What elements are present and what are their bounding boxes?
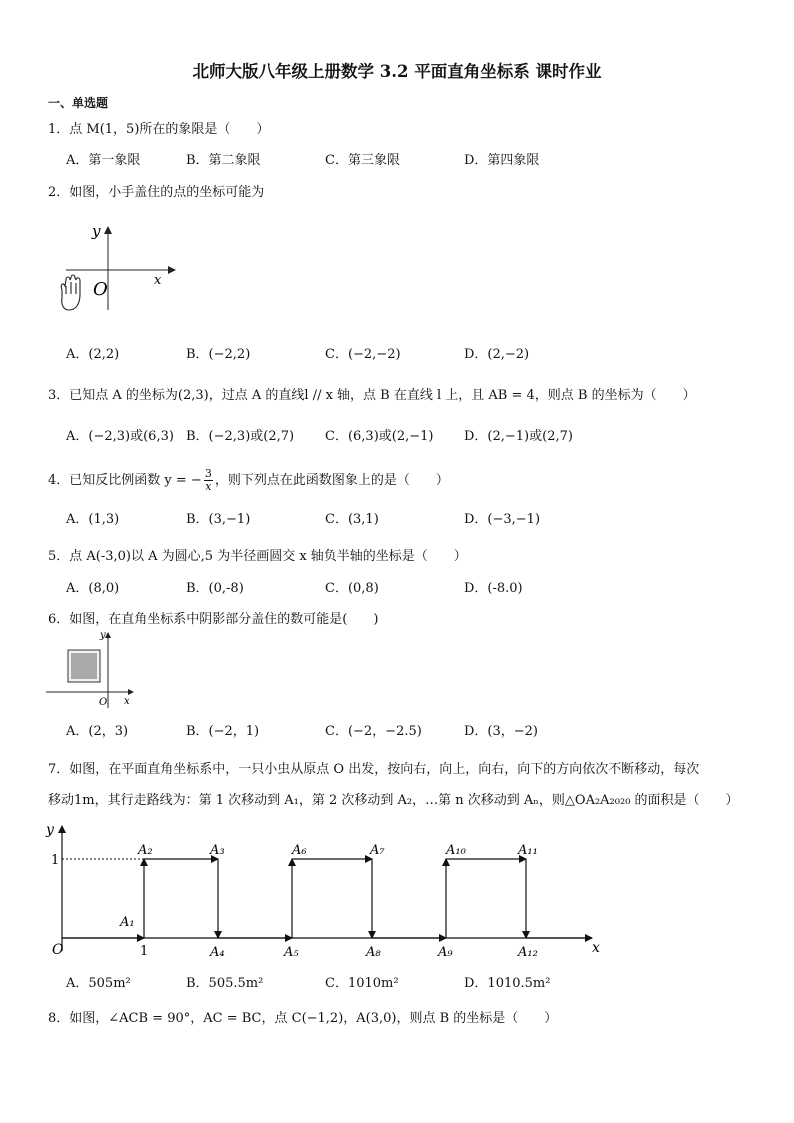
q7-point-label: A₁₀ (446, 843, 466, 858)
q4-option-a: A．(1,3) (66, 512, 120, 527)
question-5: 5．点 A(-3,0)以 A 为圆心,5 为半径画圆交 x 轴负半轴的坐标是（ ） (48, 549, 467, 564)
q2-origin-label: O (93, 279, 108, 300)
q7-x-tick-1: 1 (140, 944, 149, 959)
question-3: 3．已知点 A 的坐标为(2,3)，过点 A 的直线l // x 轴，点 B 在直线 l 上，且 AB = 4，则点 B 的坐标为（ ） (48, 388, 696, 403)
q7-point-label: A₃ (210, 843, 225, 858)
q7-point-label: A₉ (438, 945, 453, 960)
q3-option-d: D．(2,−1)或(2,7) (464, 429, 573, 444)
q7-point-label: A₆ (292, 843, 307, 858)
question-7-line-2: 移动1m，其行走路线为：第 1 次移动到 A₁，第 2 次移动到 A₂，…第 n 次移动到 Aₙ，则△OA₂A₂₀₂₀ 的面积是（ ） (48, 793, 739, 808)
q6-y-arrow (105, 632, 111, 638)
q6-option-d: D．(3，−2) (464, 724, 539, 739)
q1-option-c: C．第三象限 (325, 153, 400, 168)
q3-option-b: B．(−2,3)或(2,7) (186, 429, 295, 444)
section-heading: 一、单选题 (48, 96, 109, 110)
q7-point-label: A₁₁ (518, 843, 538, 858)
q7-figure (40, 816, 620, 964)
question-2: 2．如图，小手盖住的点的坐标可能为 (48, 185, 265, 200)
q2-figure (52, 220, 182, 340)
q6-shaded-square (71, 653, 97, 679)
q2-y-arrow (104, 226, 112, 234)
q2-x-arrow (168, 266, 176, 274)
hand-icon (61, 275, 80, 310)
q7-y-label: y (46, 822, 54, 838)
q2-option-a: A．(2,2) (66, 347, 120, 362)
q1-option-d: D．第四象限 (464, 153, 540, 168)
q6-x-label: x (124, 696, 130, 707)
q4-text-b: ，则下列点在此函数图象上的是（ ） (214, 473, 449, 488)
q4-text-a: 4．已知反比例函数 y = − (48, 473, 202, 488)
q2-option-b: B．(−2,2) (186, 347, 251, 362)
q6-x-arrow (128, 689, 134, 695)
q7-option-d: D．1010.5m² (464, 976, 551, 991)
q7-option-a: A．505m² (66, 976, 131, 991)
q7-option-b: B．505.5m² (186, 976, 264, 991)
q3-option-c: C．(6,3)或(2,−1) (325, 429, 434, 444)
q7-point-label: A₅ (284, 945, 299, 960)
question-8: 8．如图，∠ACB = 90°，AC = BC，点 C(−1,2)，A(3,0)，则点 B 的坐标是（ ） (48, 1011, 558, 1026)
page-title: 北师大版八年级上册数学 3.2 平面直角坐标系 课时作业 (192, 62, 602, 81)
q4-option-c: C．(3,1) (325, 512, 379, 527)
q2-y-label: y (92, 222, 101, 240)
q7-origin-label: O (52, 942, 64, 958)
q5-option-d: D．(-8.0) (464, 581, 523, 596)
q7-y-tick-1: 1 (51, 853, 60, 868)
q1-option-a: A．第一象限 (66, 153, 141, 168)
q6-option-a: A．(2，3) (66, 724, 129, 739)
q4-option-b: B．(3,−1) (186, 512, 251, 527)
q5-option-a: A．(8,0) (66, 581, 120, 596)
q6-option-c: C．(−2，−2.5) (325, 724, 422, 739)
q7-point-label: A₄ (210, 945, 225, 960)
q7-point-label: A₁₂ (518, 945, 538, 960)
q7-point-label: A₂ (138, 843, 153, 858)
q6-figure (44, 628, 144, 710)
q3-option-a: A．(−2,3)或(6,3) (66, 429, 174, 444)
question-6: 6．如图，在直角坐标系中阴影部分盖住的数可能是( ) (48, 612, 379, 627)
q5-option-c: C．(0,8) (325, 581, 379, 596)
q2-x-label: x (154, 273, 162, 288)
q4-option-d: D．(−3,−1) (464, 512, 541, 527)
question-1: 1．点 M(1，5)所在的象限是（ ） (48, 122, 270, 137)
question-7-line-1: 7．如图，在平面直角坐标系中，一只小虫从原点 O 出发，按向右，向上，向右，向下的方向依次不断移动，每次 (48, 762, 700, 777)
q4-numerator: 3 (204, 467, 212, 480)
q6-origin-label: O (99, 697, 108, 708)
q4-denominator: x (205, 480, 212, 493)
q7-point-label: A₇ (370, 843, 385, 858)
q7-option-c: C．1010m² (325, 976, 399, 991)
q7-x-label: x (592, 940, 600, 956)
q6-option-b: B．(−2，1) (186, 724, 260, 739)
q2-option-d: D．(2,−2) (464, 347, 530, 362)
q7-path (62, 859, 592, 938)
q7-point-label: A₁ (120, 915, 135, 930)
q6-y-label: y (100, 630, 106, 641)
q7-point-labels (119, 843, 538, 960)
q7-point-label: A₈ (366, 945, 381, 960)
q4-fraction (204, 468, 213, 493)
q5-option-b: B．(0,-8) (186, 581, 244, 596)
q1-option-b: B．第二象限 (186, 153, 261, 168)
q2-option-c: C．(−2,−2) (325, 347, 401, 362)
question-4 (48, 468, 449, 493)
